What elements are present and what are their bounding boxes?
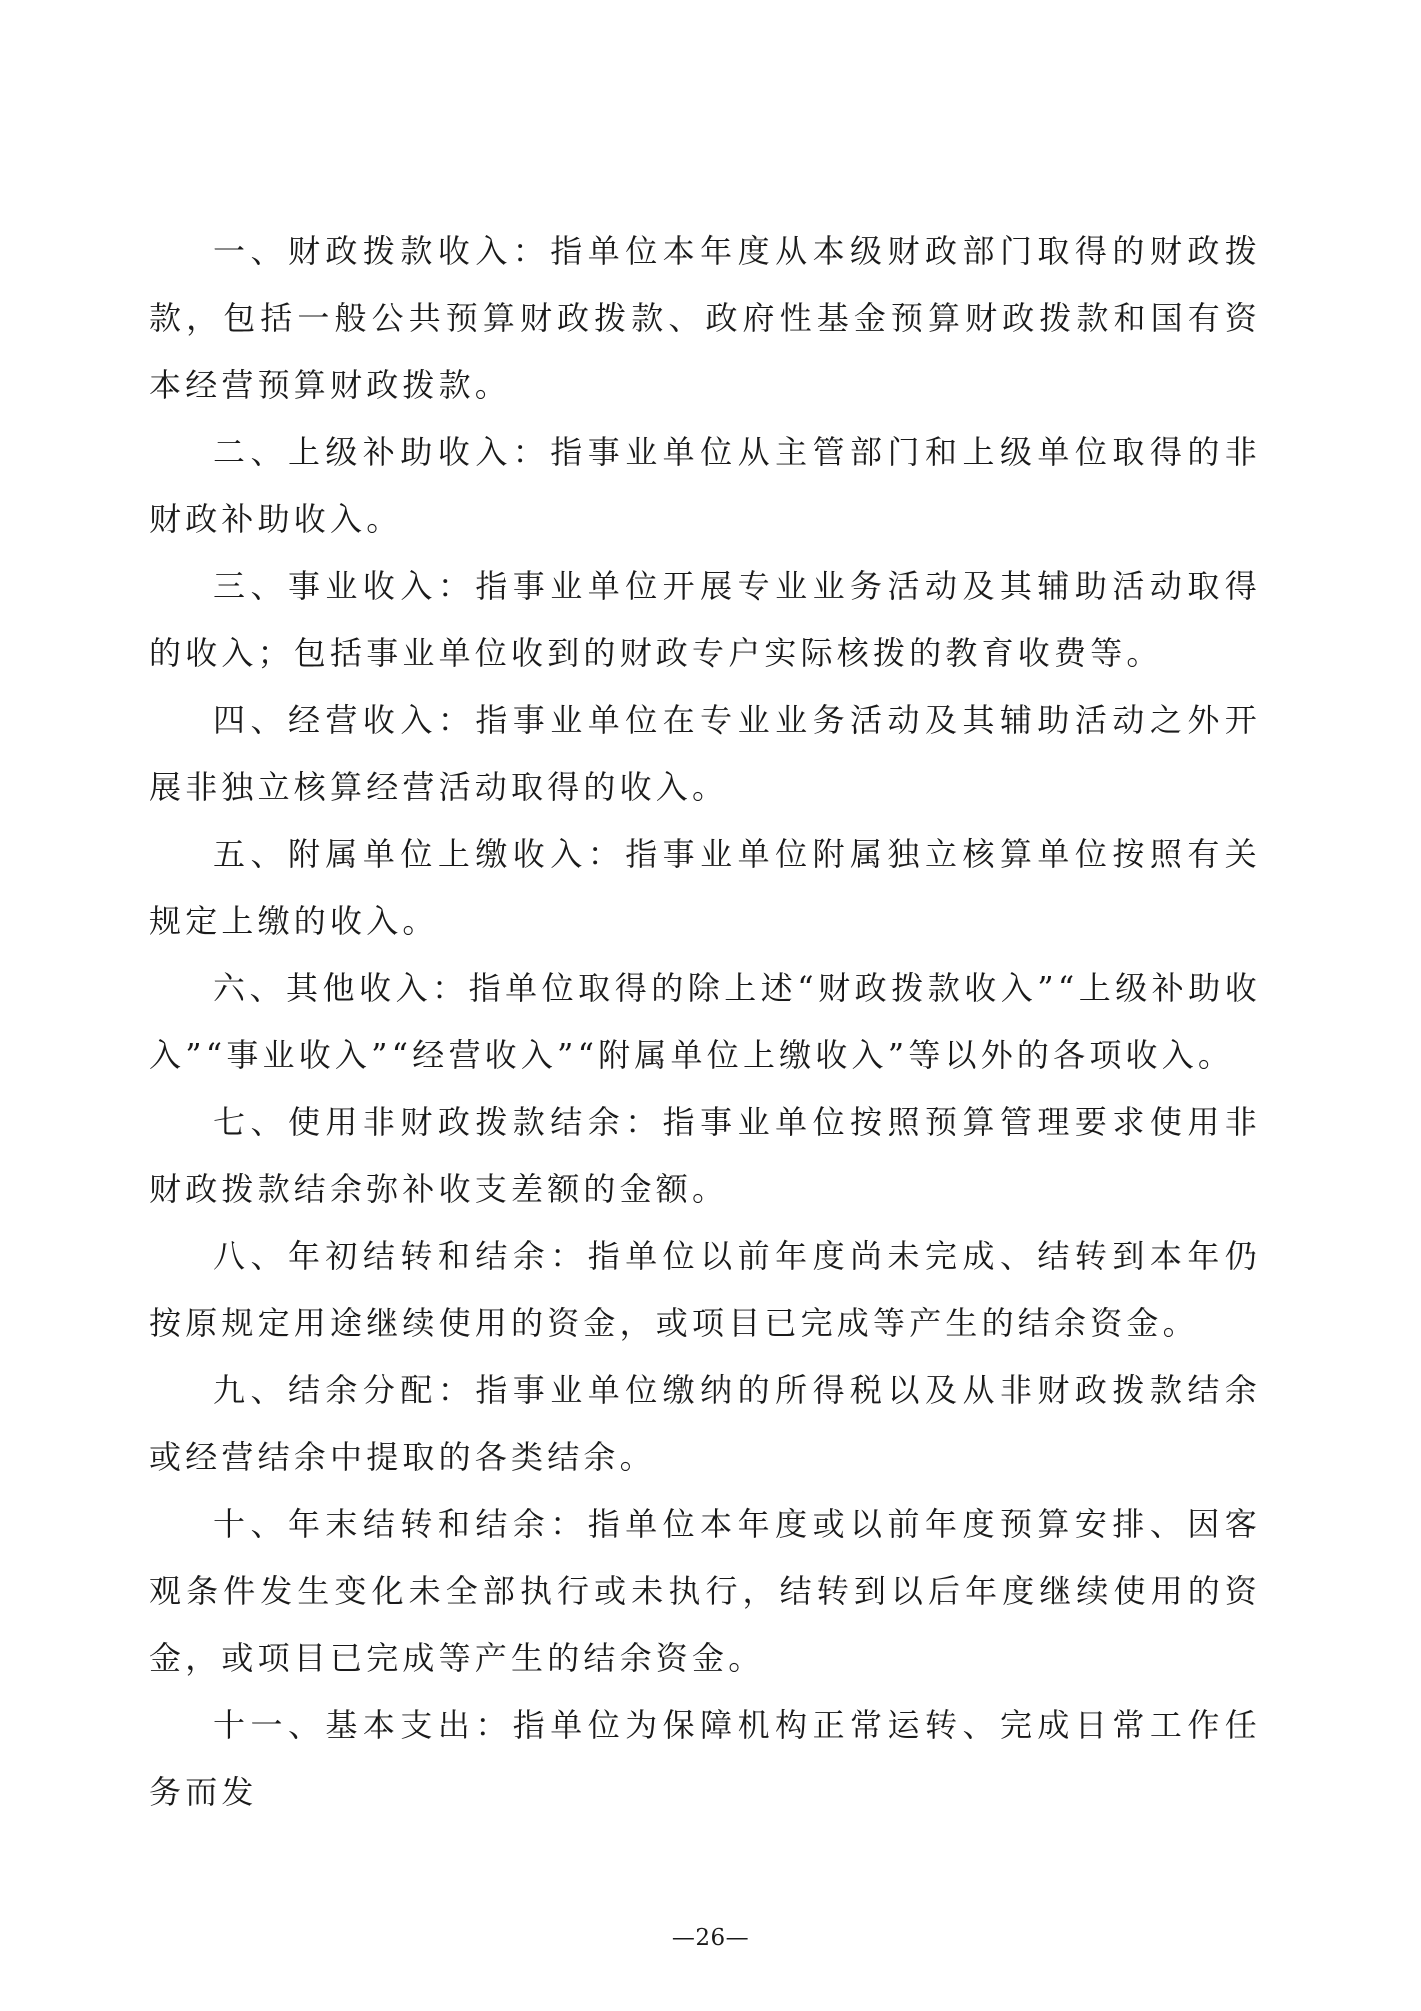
- paragraph-beginning-carryover: 八、年初结转和结余：指单位以前年度尚未完成、结转到本年仍按原规定用途继续使用的资金，或项目已完成等产生的结余资金。: [149, 1237, 1261, 1342]
- paragraph-business-income: 三、事业收入：指事业单位开展专业业务活动及其辅助活动取得的收入；包括事业单位收到的财政专户实际核拨的教育收费等。: [149, 567, 1261, 672]
- paragraph-affiliated-unit-remittance: 五、附属单位上缴收入：指事业单位附属独立核算单位按照有关规定上缴的收入。: [149, 835, 1261, 940]
- page-number: —26—: [671, 1925, 750, 1951]
- paragraph-basic-expenditure: 十一、基本支出：指单位为保障机构正常运转、完成日常工作任务而发: [149, 1706, 1261, 1811]
- paragraph-other-income: 六、其他收入：指单位取得的除上述“财政拨款收入”“上级补助收入”“事业收入”“经营收入”“附属单位上缴收入”等以外的各项收入。: [149, 969, 1261, 1074]
- body-text: [149, 218, 1261, 1826]
- paragraph-year-end-carryover: 十、年末结转和结余：指单位本年度或以前年度预算安排、因客观条件发生变化未全部执行或未执行，结转到以后年度继续使用的资金，或项目已完成等产生的结余资金。: [149, 1505, 1261, 1677]
- paragraph-fiscal-appropriation-income: 一、财政拨款收入：指单位本年度从本级财政部门取得的财政拨款，包括一般公共预算财政拨款、政府性基金预算财政拨款和国有资本经营预算财政拨款。: [149, 232, 1261, 404]
- paragraph-superior-subsidy-income: 二、上级补助收入：指事业单位从主管部门和上级单位取得的非财政补助收入。: [149, 433, 1261, 538]
- paragraph-operating-income: 四、经营收入：指事业单位在专业业务活动及其辅助活动之外开展非独立核算经营活动取得的收入。: [149, 701, 1261, 806]
- paragraph-surplus-distribution: 九、结余分配：指事业单位缴纳的所得税以及从非财政拨款结余或经营结余中提取的各类结余。: [149, 1371, 1261, 1476]
- paragraph-use-of-non-fiscal-balance: 七、使用非财政拨款结余：指事业单位按照预算管理要求使用非财政拨款结余弥补收支差额的金额。: [149, 1103, 1261, 1208]
